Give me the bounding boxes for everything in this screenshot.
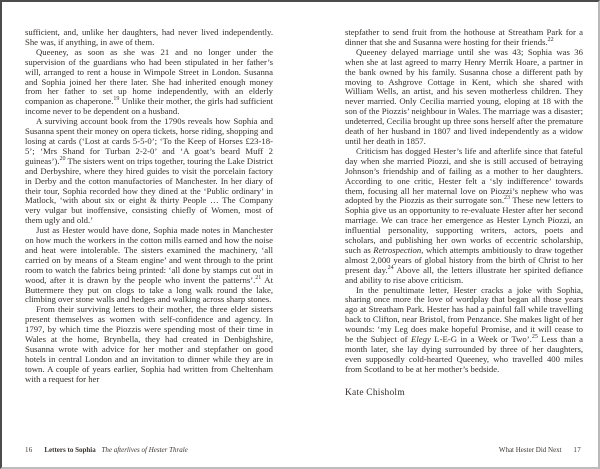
right-page-footer (499, 446, 581, 454)
text-segment: Elegy (411, 334, 431, 345)
paragraph (25, 226, 273, 305)
text-segment: Unlike their mother, the girls had sufficient income never to be dependent on a husband. (25, 96, 274, 117)
paragraph (25, 48, 273, 117)
text-segment: sufficient, and, unlike her daughters, had never lived independently. She was, if anything, in awe of them. (25, 27, 273, 47)
chapter-title: What Hester Did Next (498, 446, 562, 454)
text-segment: L-E-G in a Week or Two’. (430, 334, 532, 345)
left-page-number: 16 (25, 446, 33, 454)
left-page-footer (25, 446, 188, 454)
footnote-marker: 21 (255, 274, 262, 281)
text-segment: In the penultimate letter, Hester cracks a joke with Sophia, sharing once more the love of wordplay that began all those years ago at Streatham Park. Hester has had a painful fall while travelling back to Clifton, near Bristol, from Penzance. She makes light of her wounds: ‘my Leg does make hopeful Promise, and it will cease to be the Subject of (345, 284, 583, 345)
text-segment: Queeney, as soon as she was 21 and no longer under the supervision of the guardians who had been stipulated in her father’s will, arranged to rent a house in Wimpole Street in London. Susanna and Sophia joined her there later. She had inherited enough money from her father to set up home independently, with an elderly companion as chaperone. (25, 46, 273, 107)
paragraph (345, 147, 583, 286)
footnote-marker: 25 (531, 334, 538, 341)
paragraph (25, 28, 273, 48)
text-segment: , which attempts ambitiously to draw together almost 2,000 years of global history from the birth of Christ to her present day. (345, 244, 583, 275)
text-segment: stepfather to send fruit from the hothouse at Streatham Park for a dinner that she and Susanna were hosting for their friends. (345, 27, 583, 47)
paragraph (25, 117, 273, 226)
running-title: Letters to Sophia (44, 446, 96, 454)
text-segment: At Buttermere they put on clogs to take a long walk round the lake, climbing over stone walls and hedges and walking across sharp stones. (25, 274, 273, 305)
text-segment: Retrospection (373, 244, 422, 255)
paragraph (25, 305, 273, 384)
text-segment: Less than a month later, she lay dying surrounded by three of her daughters, even supposedly cold-hearted Queeney, who travelled 400 miles from Scotland to be at her mother’s bedside. (345, 334, 583, 374)
text-segment: These new letters to Sophia give us an opportunity to re-evaluate Hester after her second marriage. We can trace her emergence as Hester Lynch Piozzi, an influential personality, supporting writers, actors, poets and scholars, and publishing her own works of eccentric scholarship, such as (345, 195, 583, 255)
footnote-marker: 24 (387, 264, 394, 271)
page-left (2, 2, 300, 467)
text-segment: Queeney delayed marriage until she was 43; Sophia was 36 when she at last agreed to marry Henry Merrik Hoare, a partner in the bank owned by his family. Susanna chose a different path by moving to Ashgrove Cottage in Kent, which she shared with William Wells, an artist, and his seven motherless children. They never married. Only Cecilia married young, eloping at 18 with the son of the Piozzis’ neighbour in Wales. The marriage was a disaster; undeterred, Cecilia brought up three sons herself after the premature death of her husband in 1807 and lived independently as a widow until her death in 1857. (345, 46, 583, 146)
footnote-marker: 22 (547, 37, 554, 44)
right-page-number: 17 (573, 446, 581, 454)
text-segment: Just as Hester would have done, Sophia made notes in Manchester on how much the workers in the cotton mills earned and how the noise and heat were intolerable. The sisters examined the machinery, ‘all carried on by means of a Steam engine’ and went through to the print room to watch the fabrics being printed: ‘all done by stamps cut out in wood, after it is drawn by the people who invent the patterns’. (25, 225, 273, 285)
author-signature: Kate Chisholm (345, 387, 405, 398)
running-subtitle: The afterlives of Hester Thrale (101, 446, 188, 454)
text-segment: From their surviving letters to their mother, the three elder sisters present themselves as women with self-confidence and agency. In 1797, by which time the Piozzis were spending most of their time in Wales at the home, Brynbella, they had created in Denbighshire, Susanna wrote with advice for her mother and stepfather on good hotels in central London and an invitation to dinner while they are in town. A couple of years earlier, Sophia had written from Cheltenham with a request for her (25, 304, 273, 384)
paragraph (345, 286, 583, 375)
footnote-marker: 19 (113, 96, 120, 103)
right-page-text (345, 28, 583, 375)
left-page-text (25, 28, 273, 385)
text-segment: A surviving account book from the 1790s reveals how Sophia and Susanna spent their money on opera tickets, horse riding, shopping and losing at cards (‘Lost at cards 5-5-0’; ‘To the Keep of Horses £23-18-5’; ‘Mrs Shand for Turban 2-2-0’ and ‘A goat’s beard Muff 2 guineas’). (25, 116, 273, 166)
footnote-marker: 20 (59, 155, 66, 162)
text-segment: The sisters went on trips together, touring the Lake District and Derbyshire, where they hired guides to visit the porcelain factory in Derby and the cotton manufactories of Manchester. In her diary of their tour, Sophia recorded how they dined at the ‘Public ordinary’ in Matlock, ‘with about six or eight & thirty People … The Company very vulgar but inoffensive, consisting chiefly of Women, most of them ugly and old.’ (25, 155, 273, 226)
footnote-marker: 23 (504, 195, 511, 202)
paragraph (345, 28, 583, 48)
text-segment: Above all, the letters illustrate her spirited defiance and ability to rise above criticism. (345, 264, 583, 285)
paragraph (345, 48, 583, 147)
page-right (300, 2, 598, 467)
text-segment: Criticism has dogged Hester’s life and afterlife since that fateful day when she married Piozzi, and she is still accused of betraying Johnson’s friendship and of failing as a mother to her daughters. According to one critic, Hester felt a ‘sly indifference’ towards them, focusing all her maternal love on Piozzi’s nephew who was adopted by the Piozzis as their surrogate son. (345, 145, 583, 206)
